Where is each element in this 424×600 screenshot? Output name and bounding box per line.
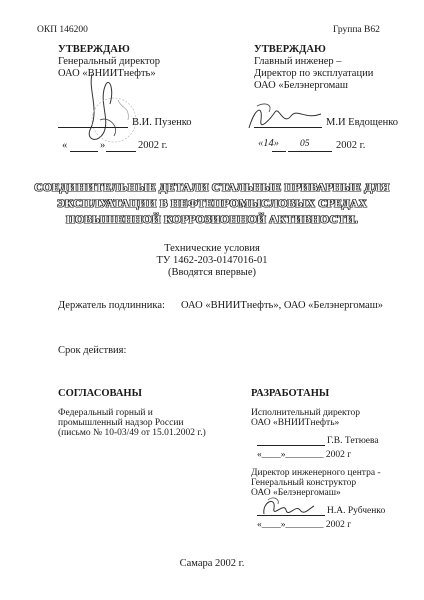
approval-left-org: ОАО «ВНИИТнефть» <box>58 68 156 79</box>
agreed-line2: промышленный надзор России <box>58 418 184 428</box>
eng-org: ОАО «Белэнергомаш» <box>251 488 341 498</box>
group-code: Группа В62 <box>333 25 380 35</box>
signature-left <box>70 70 150 150</box>
document-title-line2: ЭКСПЛУАТАЦИИ В НЕФТЕПРОМЫСЛОВЫХ СРЕДАХ <box>56 198 368 210</box>
approval-right-role2: Директор по эксплуатации <box>254 68 374 79</box>
document-title-line3: ПОВЫШЕННОЙ КОРРОЗИОННОЙ АКТИВНОСТИ. <box>65 214 359 226</box>
exec-date: «____»________ 2002 г <box>257 450 352 460</box>
approval-left-heading: УТВЕРЖДАЮ <box>58 44 130 55</box>
eng-role2: Генеральный конструктор <box>251 478 357 488</box>
approval-right-month: 05 <box>300 139 310 149</box>
approval-right-year: 2002 г. <box>336 140 366 151</box>
eng-name: Н.А. Рубченко <box>327 506 386 516</box>
exec-signature-line <box>257 445 325 446</box>
date-day-line-left <box>70 151 98 152</box>
date-day-line-right <box>272 151 286 152</box>
document-title-line1: СОЕДИНИТЕЛЬНЫЕ ДЕТАЛИ СТАЛЬНЫЕ ПРИВАРНЫЕ ДЛЯ <box>34 182 390 194</box>
approval-left-date-close: » <box>100 140 106 151</box>
approval-right-name: М.И Евдощенко <box>326 117 399 128</box>
agreed-line3: (письмо № 10-03/49 от 15.01.2002 г.) <box>58 428 206 438</box>
developed-heading: РАЗРАБОТАНЫ <box>251 388 330 399</box>
approval-right-role1: Главный инженер – <box>254 56 342 67</box>
approval-left-year: 2002 г. <box>138 140 168 151</box>
approval-left-role: Генеральный директор <box>58 56 160 67</box>
agreed-line1: Федеральный горный и <box>58 408 153 418</box>
exec-name: Г.В. Тетюева <box>327 436 379 446</box>
agreed-heading: СОГЛАСОВАНЫ <box>58 388 142 399</box>
eng-role1: Директор инженерного центра - <box>251 468 381 478</box>
spec-line1: Технические условия <box>164 243 260 254</box>
eng-date: «____»________ 2002 г <box>257 520 352 530</box>
spec-line2: ТУ 1462-203-0147016-01 <box>156 255 268 266</box>
footer-place-year: Самара 2002 г. <box>179 558 245 569</box>
signature-line-left <box>58 127 128 128</box>
exec-org: ОАО «ВНИИТнефть» <box>251 418 340 428</box>
spec-line3: (Вводятся впервые) <box>168 267 256 278</box>
approval-right-org: ОАО «Белэнергомаш <box>254 80 348 91</box>
eng-signature-line <box>257 515 325 516</box>
holder-label: Держатель подлинника: <box>58 300 165 311</box>
approval-left-name: В.И. Пузенко <box>132 117 192 128</box>
holder-value: ОАО «ВНИИТнефть», ОАО «Белэнергомаш» <box>181 300 384 311</box>
okp-code: ОКП 146200 <box>37 25 88 35</box>
approval-right-day: «14» <box>258 138 279 149</box>
validity-label: Срок действия: <box>58 345 127 356</box>
signature-engineer <box>258 492 318 522</box>
date-month-line-right <box>288 151 332 152</box>
approval-right-heading: УТВЕРЖДАЮ <box>254 44 326 55</box>
signature-right <box>245 98 325 138</box>
approval-left-date-open: « <box>62 140 68 151</box>
signature-line-right <box>254 127 322 128</box>
date-month-line-left <box>106 151 136 152</box>
exec-role: Исполнительный директор <box>251 408 360 418</box>
